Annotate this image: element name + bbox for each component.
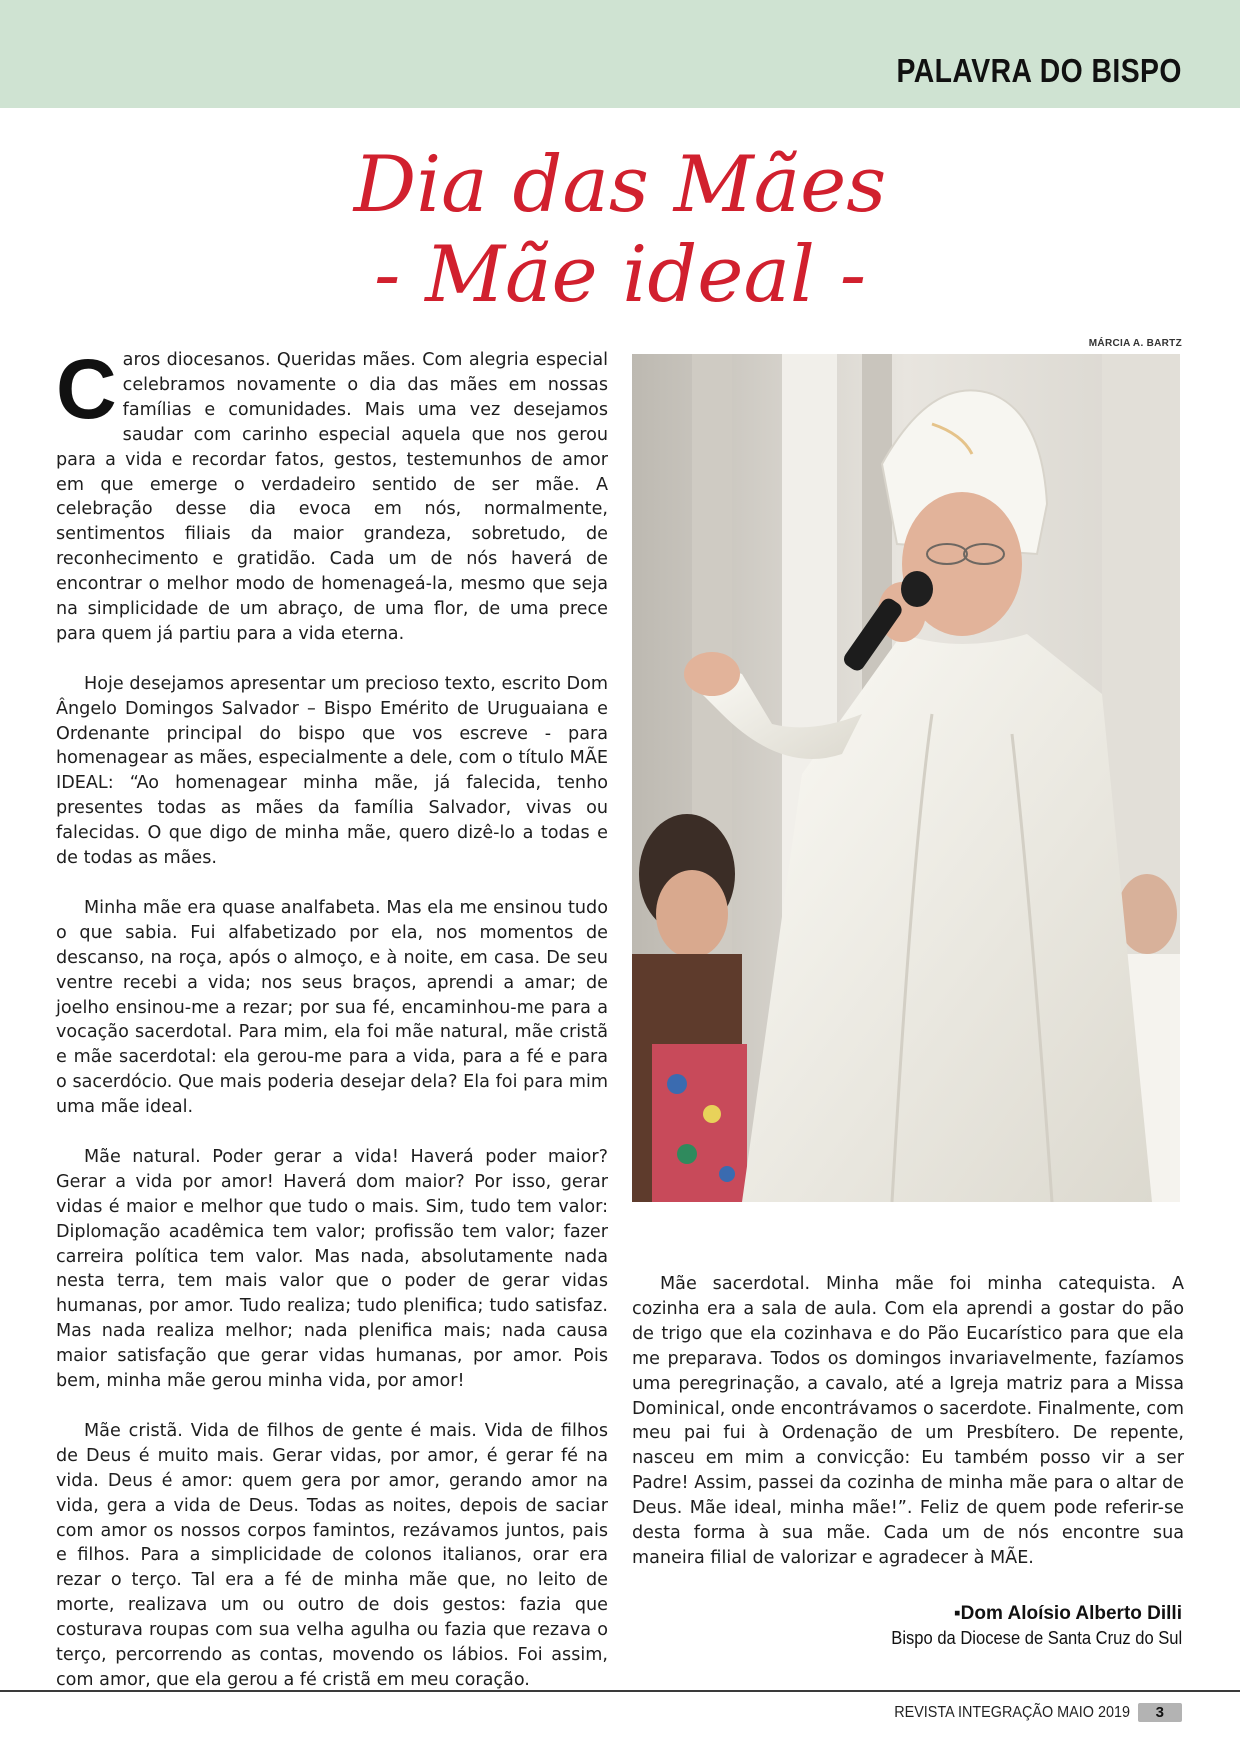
title-line-2: - Mãe ideal - xyxy=(373,230,867,320)
right-column xyxy=(632,1272,1184,1596)
author-line xyxy=(866,1602,1182,1626)
paragraph-1-text: aros diocesanos. Queridas mães. Com alegria especial celebramos novamente o dia das mães em nossas famílias e comunidades. Mais uma vez desejamos saudar com carinho especial aquela que nos gerou para a vida e recordar fatos, gestos, testemunhos de amor em que emerge o verdadeiro sentido de ser mãe. A celebração desse dia evoca em nós, normalmente, sentimentos filiais da maior grandeza, sobretudo, de reconhecimento e gratidão. Cada um de nós haverá de encontrar o melhor modo de homenageá-la, mesmo que seja na simplicidade de um abraço, de uma flor, de uma prece para quem já partiu para a vida eterna. xyxy=(56,350,608,644)
article-title xyxy=(0,140,1240,320)
title-line-1: Dia das Mães xyxy=(353,140,887,230)
paragraph-5: Mãe cristã. Vida de filhos de gente é mais. Vida de filhos de Deus é muito mais. Gerar vidas, por amor, é gerar fé na vida. Deus é amor: quem gera por amor, gerando amor na vida, gera a vida de Deus. Todas as noites, depois de saciar com amor os nossos corpos famintos, rezávamos juntos, pais e filhos. Para a simplicidade de colonos italianos, orar era rezar o terço. Tal era a fé de minha mãe que, no leito de morte, realizava um ou outro de dois gestos: fazia que costurava roupas com sua velha agulha ou fazia que rezava o terço, percorrendo as contas, movendo os lábios. Foi assim, com amor, que ela gerou a fé cristã em meu coração. xyxy=(56,1420,608,1690)
bishop-photo-illustration xyxy=(632,354,1180,1202)
author-name: Dom Aloísio Alberto Dilli xyxy=(960,1603,1182,1624)
footer-rule xyxy=(0,1690,1240,1692)
page-number: 3 xyxy=(1138,1703,1182,1722)
bishop-photo xyxy=(632,354,1180,1202)
section-label: PALAVRA DO BISPO xyxy=(896,52,1182,89)
publication-name: REVISTA INTEGRAÇÃO MAIO 2019 xyxy=(893,1703,1130,1721)
paragraph-1 xyxy=(56,342,608,647)
bullet-square-icon: ▪ xyxy=(953,1603,961,1624)
drop-cap: C xyxy=(56,342,117,436)
paragraph-3: Minha mãe era quase analfabeta. Mas ela me ensinou tudo o que sabia. Fui alfabetizado por ela, nos momentos de descanso, na roça, após o almoço, e à noite, em casa. De seu ventre recebi a vida; nos seus braços, aprendi a amar; de joelho ensinou-me a rezar; por sua fé, encaminhou-me para a vocação sacerdotal. Para mim, ela foi mãe natural, mãe cristã e mãe sacerdotal: ela gerou-me para a vida, para a fé e para o sacerdócio. Que mais poderia desejar dela? Ela foi para mim uma mãe ideal. xyxy=(56,897,608,1118)
footer xyxy=(868,1703,1182,1722)
paragraph-2: Hoje desejamos apresentar um precioso texto, escrito Dom Ângelo Domingos Salvador – Bispo Emérito de Uruguaiana e Ordenante principal do bispo que vos escreve - para homenagear as mães, especialmente a dele, com o título MÃE IDEAL: “Ao homenagear minha mãe, já falecida, tenho presentes todas as mães da família Salvador, vivas ou falecidas. O que digo de minha mãe, quero dizê-lo a todas e de todas as mães. xyxy=(56,673,608,869)
left-column xyxy=(56,342,608,1718)
signature-block xyxy=(866,1602,1182,1650)
paragraph-6: Mãe sacerdotal. Minha mãe foi minha catequista. A cozinha era a sala de aula. Com ela aprendi a gostar do pão de trigo que ela cozinhava e do Pão Eucarístico para que ela me preparava. Todos os domingos invariavelmente, fazíamos uma peregrinação, a cavalo, até a Igreja matriz para a Missa Dominical, onde encontrávamos o sacerdote. Finalmente, com meu pai fui à Ordenação de um Presbítero. De repente, nasceu em mim a convicção: Eu também posso vir a ser Padre! Assim, passei da cozinha de minha mãe para o altar de Deus. Mãe ideal, minha mãe!”. Feliz de quem pode referir-se desta forma à sua mãe. Cada um de nós encontre sua maneira filial de valorizar e agradecer à MÃE. xyxy=(632,1274,1184,1568)
photo-credit: MÁRCIA A. BARTZ xyxy=(1088,338,1182,349)
paragraph-4: Mãe natural. Poder gerar a vida! Haverá poder maior? Gerar a vida por amor! Haverá dom maior? Por isso, gerar vidas é maior e melhor que tudo o mais. Sim, tudo tem valor: Diplomação acadêmica tem valor; profissão tem valor; fazer carreira política tem valor. Mas nada, absolutamente nada nesta terra, tem mais valor que o poder de gerar vidas humanas, por amor. Tudo realiza; tudo plenifica; tudo satisfaz. Mas nada realiza melhor; nada plenifica mais; nada causa maior satisfação que gerar vidas humanas, por amor. Pois bem, minha mãe gerou minha vida, por amor! xyxy=(56,1146,608,1392)
author-role: Bispo da Diocese de Santa Cruz do Sul xyxy=(891,1628,1182,1648)
